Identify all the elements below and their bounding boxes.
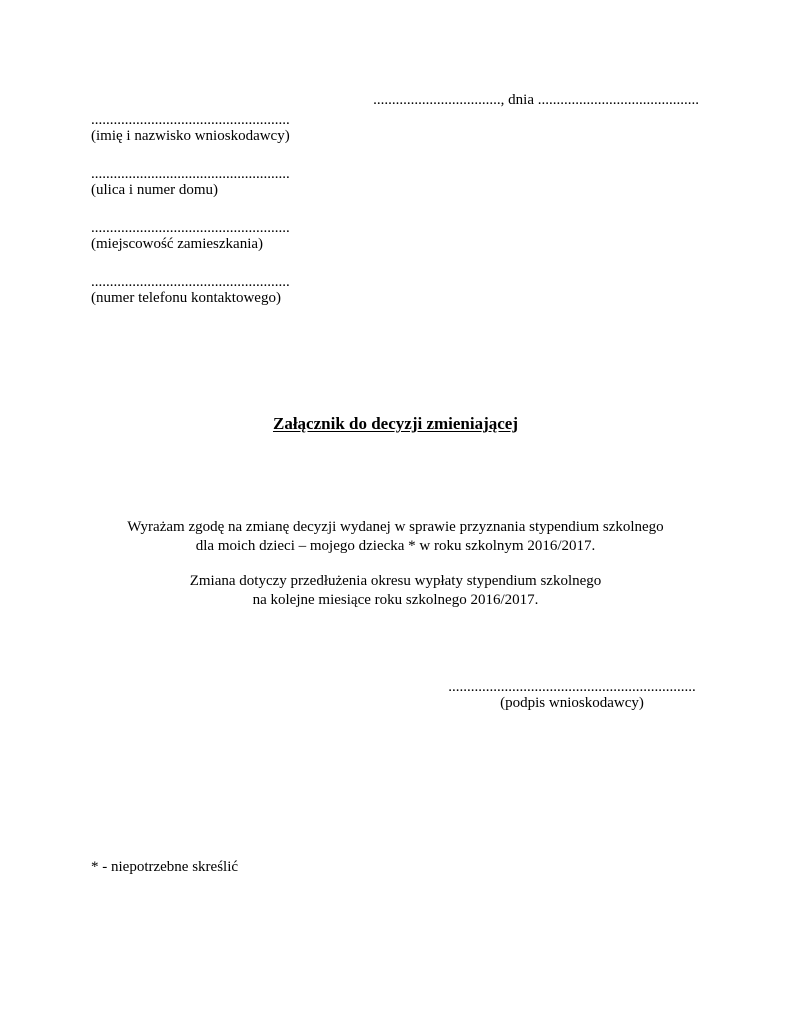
change-paragraph bbox=[0, 572, 791, 610]
phone-caption: (numer telefonu kontaktowego) bbox=[91, 290, 281, 306]
applicant-name-field bbox=[91, 113, 290, 145]
signature-caption: (podpis wnioskodawcy) bbox=[500, 695, 644, 711]
date-label: , dnia bbox=[500, 92, 538, 108]
date-dots: ........................................... bbox=[537, 92, 699, 108]
street-dots: ..................................................... bbox=[91, 166, 290, 182]
phone-field bbox=[91, 275, 290, 307]
street-field bbox=[91, 167, 290, 199]
street-caption: (ulica i numer domu) bbox=[91, 182, 219, 198]
city-dots: ..................................................... bbox=[91, 220, 290, 236]
signature-block bbox=[443, 680, 701, 712]
place-dots: .................................. bbox=[373, 92, 501, 108]
applicant-name-caption: (imię i nazwisko wnioskodawcy) bbox=[91, 128, 290, 144]
phone-dots: ..................................................... bbox=[91, 274, 290, 290]
place-date-line bbox=[373, 91, 699, 109]
footnote: * - niepotrzebne skreślić bbox=[91, 859, 239, 875]
signature-dots: .................................................................. bbox=[448, 679, 696, 695]
applicant-name-dots: ..................................................... bbox=[91, 112, 290, 128]
consent-line-2: dla moich dzieci – mojego dziecka * w roku szkolnym 2016/2017. bbox=[195, 538, 596, 554]
change-line-1: Zmiana dotyczy przedłużenia okresu wypłaty stypendium szkolnego bbox=[189, 573, 602, 589]
change-line-2: na kolejne miesiące roku szkolnego 2016/2017. bbox=[252, 592, 539, 608]
city-caption: (miejscowość zamieszkania) bbox=[91, 236, 264, 252]
document-title: Załącznik do decyzji zmieniającej bbox=[272, 414, 519, 433]
city-field bbox=[91, 221, 290, 253]
consent-line-1: Wyrażam zgodę na zmianę decyzji wydanej w sprawie przyznania stypendium szkolnego bbox=[127, 519, 664, 535]
consent-paragraph bbox=[0, 518, 791, 556]
